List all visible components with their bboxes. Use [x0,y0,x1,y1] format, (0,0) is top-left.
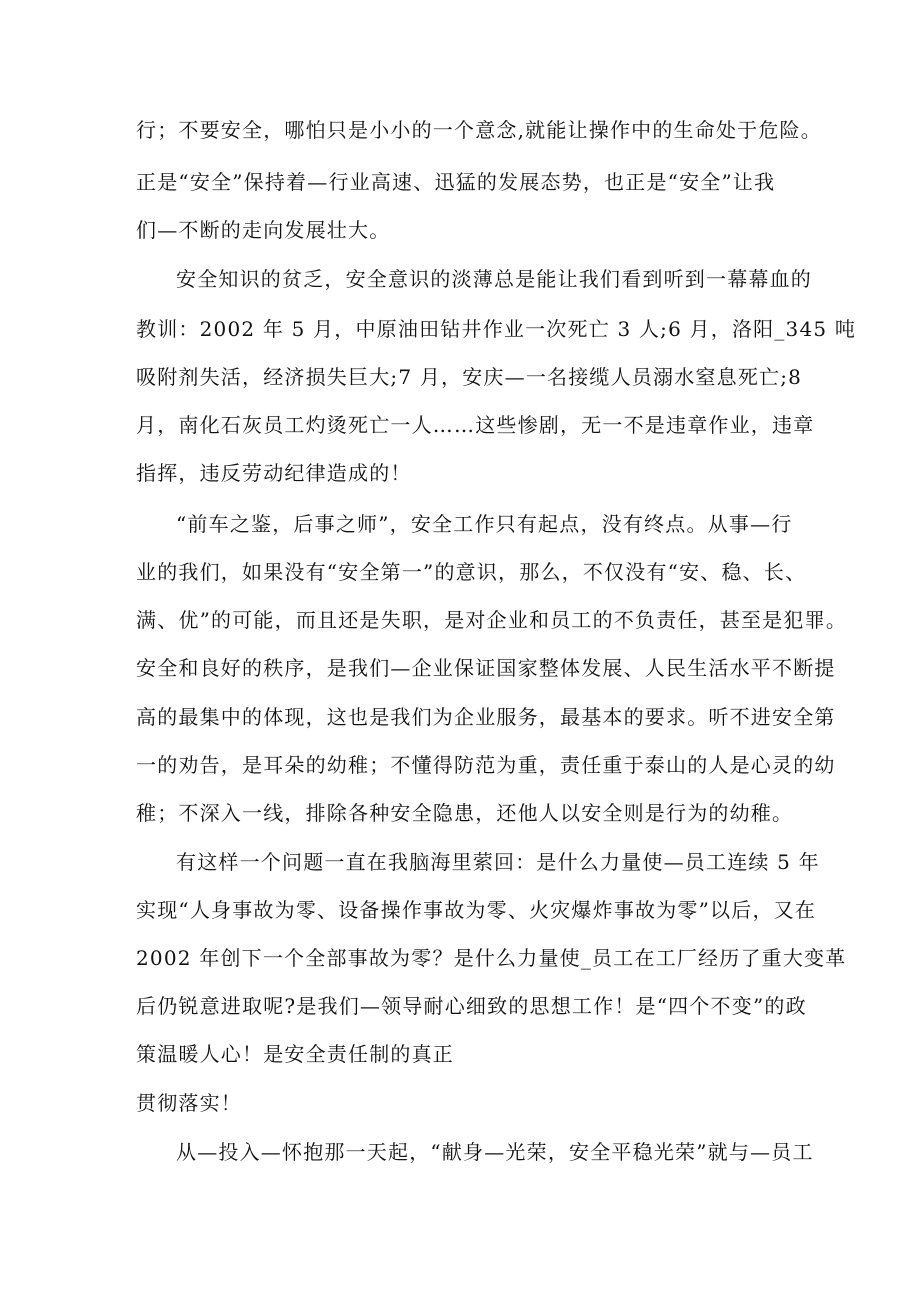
paragraph-start-line: “前车之鉴，后事之师”，安全工作只有起点，没有终点。从事—行 [176,512,793,536]
text-line-14: 一的劝告，是耳朵的幼稚；不懂得防范为重，责任重于泰山的人是心灵的幼 [136,753,836,777]
text-line-3: 们—不断的走向发展壮大。 [136,218,391,242]
text-line-17: 实现“人身事故为零、设备操作事故为零、火灾爆炸事故为零”以后，又在 [136,898,817,922]
text-line-6: 吸附剂失活，经济损失巨大;7 月，安庆—一名接缆人员溺水窒息死亡;8 [136,365,803,389]
text-line-12: 安全和良好的秩序，是我们—企业保证国家整体发展、人民生活水平不断提 [136,656,836,680]
text-line-19: 后仍锐意进取呢?是我们—领导耐心细致的思想工作！是“四个不变”的政 [136,994,807,1018]
text-line-18: 2002 年创下一个全部事故为零？是什么力量使_员工在工厂经历了重大变革 [136,946,847,970]
text-line-7: 月，南化石灰员工灼烫死亡一人……这些惨剧，无一不是违章作业，违章 [136,413,815,437]
text-line-5: 教训：2002 年 5 月，中原油田钻井作业一次死亡 3 人;6 月，洛阳_345 吨 [136,317,857,341]
text-line-8: 指挥，违反劳动纪律造成的！ [136,461,412,485]
paragraph-start-line: 有这样一个问题一直在我脑海里萦回：是什么力量使—员工连续 5 年 [176,850,820,874]
text-line-10: 业的我们，如果没有“安全第一”的意识，那么，不仅没有“安、稳、长、 [136,560,807,584]
text-line-13: 高的最集中的体现，这也是我们为企业服务，最基本的要求。听不进安全第 [136,705,836,729]
paragraph-start-line: 安全知识的贫乏，安全意识的淡薄总是能让我们看到听到一幕幕血的 [176,267,812,291]
text-line-11: 满、优”的可能，而且还是失职，是对企业和员工的不负责任，甚至是犯罪。 [136,608,848,632]
text-line-1: 行；不要安全，哪怕只是小小的一个意念,就能让操作中的生命处于危险。 [136,118,822,142]
text-line-2: 正是“安全”保持着—行业高速、迅猛的发展态势，也正是“安全”让我 [136,170,776,194]
paragraph-start-line: 从—投入—怀抱那一天起，“献身—光荣，安全平稳光荣”就与—员工 [176,1140,814,1164]
text-line-20: 策温暖人心！是安全责任制的真正 [136,1042,454,1066]
text-line-15: 稚；不深入一线，排除各种安全隐患，还他人以安全则是行为的幼稚。 [136,801,794,825]
text-line-21: 贯彻落实！ [136,1091,242,1115]
